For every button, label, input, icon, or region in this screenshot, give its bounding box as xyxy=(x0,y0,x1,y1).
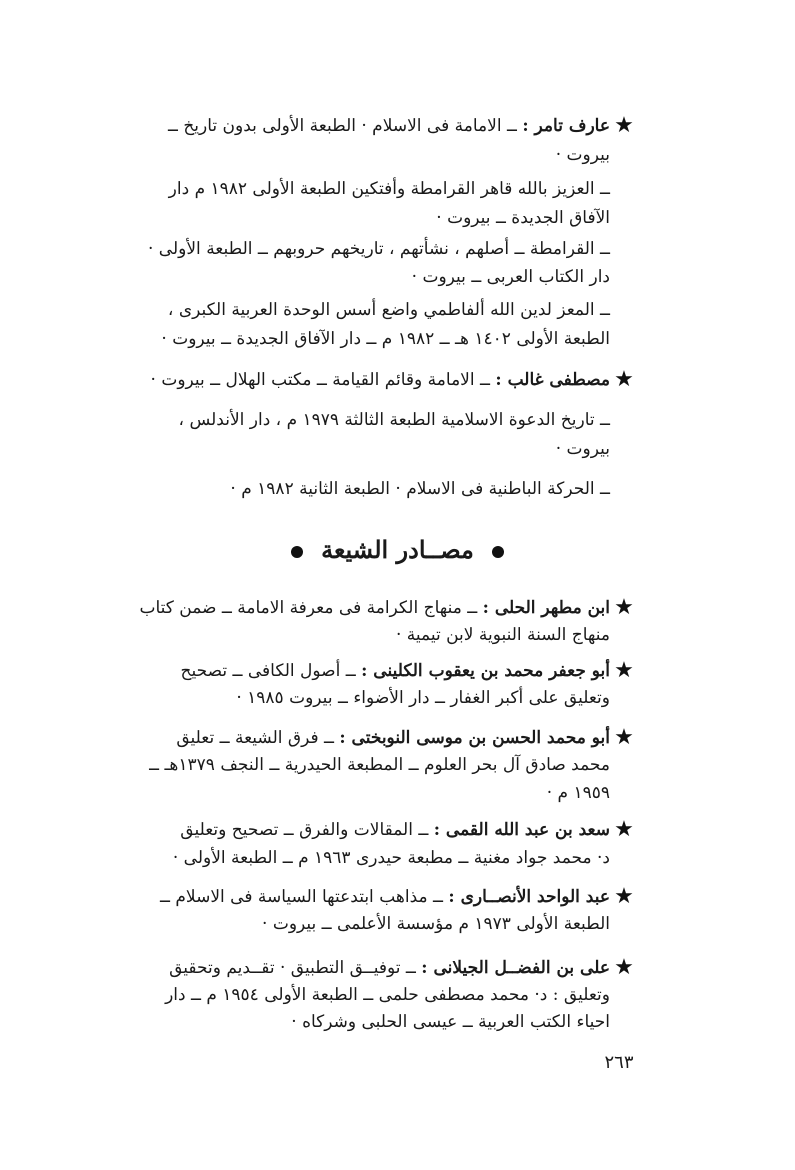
entry-text: ــ الامامة وقائم القيامة ــ مكتب الهلال ــ بيروت · xyxy=(150,370,490,390)
page-number: ٢٦٣ xyxy=(604,1052,634,1073)
entry-text: ــ المقالات والفرق ــ تصحيح وتعليق xyxy=(180,820,429,840)
entry-line: دار الكتاب العربى ــ بيروت · xyxy=(411,267,610,287)
entry-line: وتعليق على أكبر الغفار ــ دار الأضواء ــ بيروت ١٩٨٥ · xyxy=(236,688,610,708)
entry-line xyxy=(0,723,795,753)
entry-line: ١٩٥٩ م · xyxy=(546,783,610,803)
entry-line: الآفاق الجديدة ــ بيروت · xyxy=(436,208,610,228)
entry-text: ــ توفيــق التطبيق · تقــديم وتحقيق xyxy=(169,958,416,978)
entry-text: ــ الامامة فى الاسلام · الطبعة الأولى بدون تاريخ ــ xyxy=(167,116,517,136)
entry-line: د· محمد جواد مغنية ــ مطبعة حيدرى ١٩٦٣ م ــ الطبعة الأولى · xyxy=(172,848,610,868)
entry-text: ــ منهاج الكرامة فى معرفة الامامة ــ ضمن كتاب xyxy=(139,598,478,618)
bullet-icon xyxy=(291,546,303,558)
star-icon: ★ xyxy=(614,658,634,683)
entry-line xyxy=(0,882,795,912)
author-name: أبو محمد الحسن بن موسى النوبختى : xyxy=(339,728,610,748)
entry-text: ــ فرق الشيعة ــ تعليق xyxy=(176,728,334,748)
entry-line: بيروت · xyxy=(555,145,610,165)
entry-line: وتعليق : د· محمد مصطفى حلمى ــ الطبعة الأولى ١٩٥٤ م ــ دار xyxy=(165,985,610,1005)
star-icon: ★ xyxy=(614,367,634,392)
star-icon: ★ xyxy=(614,884,634,909)
entry-text: ــ أصول الكافى ــ تصحيح xyxy=(180,661,356,681)
star-icon: ★ xyxy=(614,955,634,980)
author-name: عبد الواحد الأنصــارى : xyxy=(448,887,610,907)
author-name: عارف تامر : xyxy=(522,116,610,136)
entry-line: ــ الحركة الباطنية فى الاسلام · الطبعة الثانية ١٩٨٢ م · xyxy=(230,479,610,499)
entry-line xyxy=(0,953,795,983)
star-icon: ★ xyxy=(614,817,634,842)
entry-line: محمد صادق آل بحر العلوم ــ المطبعة الحيدرية ــ النجف ١٣٧٩هـ ــ xyxy=(149,755,610,775)
entry-line: ــ القرامطة ــ أصلهم ، نشأتهم ، تاريخهم حروبهم ــ الطبعة الأولى · xyxy=(148,239,610,259)
bullet-icon xyxy=(492,546,504,558)
star-icon: ★ xyxy=(614,725,634,750)
section-heading xyxy=(0,530,795,570)
entry-line xyxy=(0,593,795,623)
author-name: مصطفى غالب : xyxy=(495,370,610,390)
entry-line: الطبعة الأولى ١٩٧٣ م مؤسسة الأعلمى ــ بيروت · xyxy=(262,914,610,934)
entry-line: منهاج السنة النبوية لابن تيمية · xyxy=(395,625,610,645)
entry-line: ــ العزيز بالله قاهر القرامطة وأفتكين الطبعة الأولى ١٩٨٢ م دار xyxy=(168,179,610,199)
entry-line xyxy=(0,111,795,141)
author-name: أبو جعفر محمد بن يعقوب الكلينى : xyxy=(361,661,610,681)
entry-line: الطبعة الأولى ١٤٠٢ هـ ــ ١٩٨٢ م ــ دار الآفاق الجديدة ــ بيروت · xyxy=(161,329,610,349)
entry-line: ــ تاريخ الدعوة الاسلامية الطبعة الثالثة ١٩٧٩ م ، دار الأندلس ، xyxy=(178,410,610,430)
author-name: ابن مطهر الحلى : xyxy=(482,598,610,618)
author-name: سعد بن عبد الله القمى : xyxy=(433,820,610,840)
star-icon: ★ xyxy=(614,113,634,138)
entry-line: احياء الكتب العربية ــ عيسى الحلبى وشركاه · xyxy=(291,1012,610,1032)
entry-line xyxy=(0,815,795,845)
entry-text: ــ مذاهب ابتدعتها السياسة فى الاسلام ــ xyxy=(160,887,443,907)
star-icon: ★ xyxy=(614,595,634,620)
entry-line xyxy=(0,656,795,686)
entry-line xyxy=(0,365,795,395)
author-name: على بن الفضــل الجيلانى : xyxy=(421,958,610,978)
entry-line: بيروت · xyxy=(555,439,610,459)
entry-line: ــ المعز لدين الله ألفاطمي واضع أسس الوحدة العربية الكبرى ، xyxy=(167,300,610,320)
heading-title: مصــادر الشيعة xyxy=(321,535,474,564)
